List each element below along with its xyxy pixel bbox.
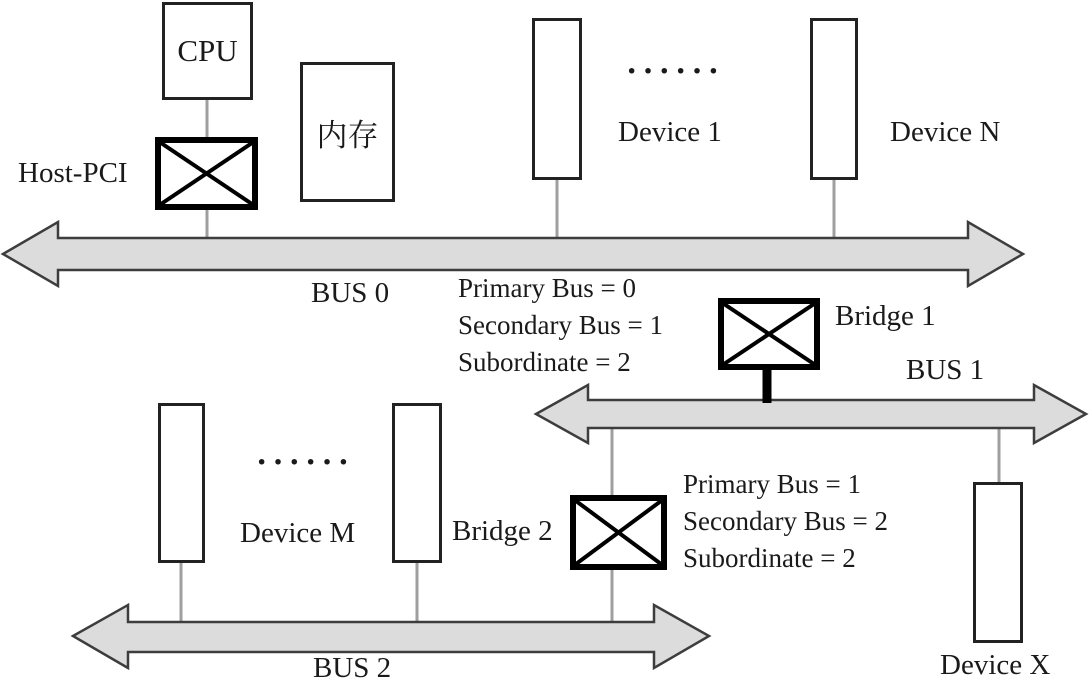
bridge1-config-line3: Subordinate = 2 xyxy=(458,347,631,377)
bridge2-config xyxy=(683,466,888,577)
bus2-label: BUS 2 xyxy=(313,652,392,682)
deviceX-label: Device X xyxy=(940,649,1051,681)
host-pci-bridge-box xyxy=(155,137,258,210)
bridge1-box xyxy=(718,298,820,370)
device1-slot xyxy=(532,18,582,180)
bridge2-label: Bridge 2 xyxy=(452,515,553,547)
deviceN-slot xyxy=(810,18,858,180)
deviceM-label: Device M xyxy=(240,517,356,549)
device1-label: Device 1 xyxy=(618,116,722,148)
cpu-label: CPU xyxy=(177,33,238,68)
bridge2-slot xyxy=(392,403,442,563)
bridge1-config-line1: Primary Bus = 0 xyxy=(458,273,636,303)
bus1-arrow xyxy=(536,385,1086,443)
bridge-x-icon xyxy=(161,143,252,204)
memory-box xyxy=(300,62,395,202)
host-pci-label: Host-PCI xyxy=(18,157,128,189)
bridge1-config xyxy=(458,270,663,381)
cpu-box xyxy=(162,2,253,100)
bridge2-config-line1: Primary Bus = 1 xyxy=(683,469,861,499)
bus0-label: BUS 0 xyxy=(311,277,390,309)
bridge2-box xyxy=(570,495,667,570)
bridge-x-icon xyxy=(724,304,814,364)
deviceM-slot xyxy=(158,403,205,563)
ellipsis-bus0: ······ xyxy=(626,53,725,90)
deviceN-label: Device N xyxy=(890,116,1001,148)
bridge-x-icon xyxy=(576,501,661,564)
bridge1-label: Bridge 1 xyxy=(835,300,936,332)
memory-label: 内存 xyxy=(316,117,379,153)
ellipsis-bus2: ······ xyxy=(256,444,355,481)
bus1-label: BUS 1 xyxy=(906,354,985,386)
bridge1-config-line2: Secondary Bus = 1 xyxy=(458,310,663,340)
deviceX-box xyxy=(973,482,1023,643)
bridge2-config-line3: Subordinate = 2 xyxy=(683,543,856,573)
bridge2-config-line2: Secondary Bus = 2 xyxy=(683,506,888,536)
